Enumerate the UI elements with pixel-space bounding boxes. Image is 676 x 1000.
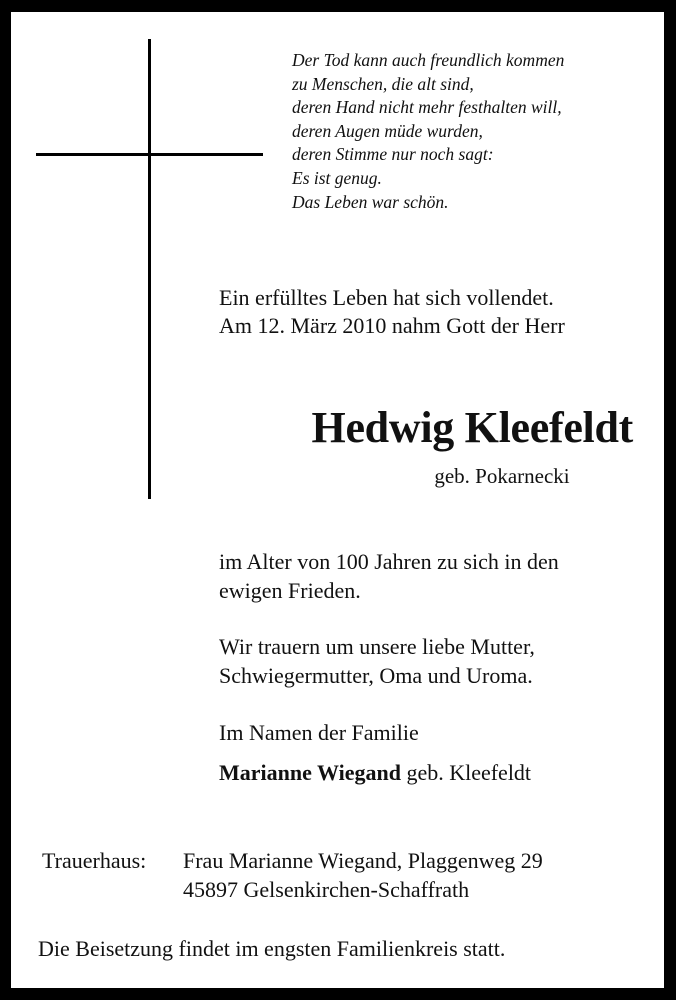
family-line: Im Namen der Familie	[219, 720, 419, 745]
poem-line: deren Stimme nur noch sagt:	[292, 144, 494, 165]
deceased-name: Hedwig Kleefeldt	[311, 403, 633, 452]
mourning-line: Wir trauern um unsere liebe Mutter,	[219, 634, 535, 659]
poem-line: deren Hand nicht mehr festhalten will,	[292, 97, 562, 118]
signer-name: Marianne Wiegand	[219, 760, 401, 785]
poem-line: Es ist genug.	[292, 167, 382, 188]
mourning-text	[219, 632, 535, 690]
age-line: ewigen Frieden.	[219, 578, 361, 603]
intro-line: Ein erfülltes Leben hat sich vollendet.	[219, 285, 554, 310]
poem-line: Der Tod kann auch freundlich kommen	[292, 50, 565, 70]
intro-line: Am 12. März 2010 nahm Gott der Herr	[219, 313, 565, 338]
mourning-line: Schwiegermutter, Oma und Uroma.	[219, 663, 533, 688]
poem-line: Das Leben war schön.	[292, 191, 449, 212]
memorial-poem	[292, 49, 564, 214]
house-of-mourning-label: Trauerhaus:	[42, 848, 147, 873]
signer	[219, 758, 531, 787]
signer-maiden-name: geb. Kleefeldt	[406, 760, 532, 785]
deceased-maiden-name: geb. Pokarnecki	[434, 464, 570, 488]
address-line: 45897 Gelsenkirchen-Schaffrath	[183, 877, 470, 902]
address-line: Frau Marianne Wiegand, Plaggenweg 29	[183, 848, 543, 873]
age-text	[219, 547, 559, 605]
poem-line: zu Menschen, die alt sind,	[292, 73, 474, 94]
intro-text	[219, 284, 565, 340]
age-line: im Alter von 100 Jahren zu sich in den	[219, 549, 559, 574]
burial-note: Die Beisetzung findet im engsten Familienkreis statt.	[38, 936, 506, 961]
poem-line: deren Augen müde wurden,	[292, 120, 483, 141]
obituary-notice	[11, 12, 664, 988]
cross-vertical-bar	[148, 39, 151, 499]
house-of-mourning-address	[183, 846, 543, 904]
cross-horizontal-bar	[36, 153, 263, 156]
